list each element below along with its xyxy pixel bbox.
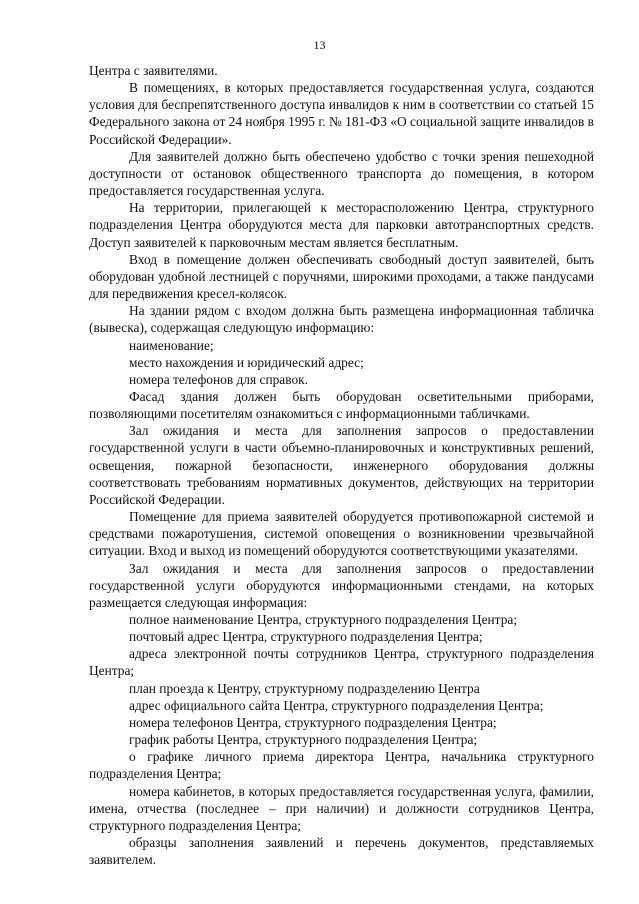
document-body: [89, 62, 594, 868]
paragraph: Зал ожидания и места для заполнения запросов о предоставлении государственной услуги оборудуются информационными стендами, на которых размещается следующая информация:: [89, 560, 594, 610]
paragraph: почтовый адрес Центра, структурного подразделения Центра;: [129, 629, 483, 645]
paragraph: Для заявителей должно быть обеспечено удобство с точки зрения пешеходной доступности от остановок общественного транспорта до помещения, в котором предоставляется государственная услуга.: [89, 148, 594, 199]
paragraph: адреса электронной почты сотрудников Центра, структурного подразделения Центра;: [89, 646, 594, 679]
paragraph: место нахождения и юридический адрес;: [129, 354, 364, 370]
paragraph: полное наименование Центра, структурного подразделения Центра;: [129, 612, 518, 627]
paragraph: адрес официального сайта Центра, структурного подразделения Центра;: [129, 697, 544, 713]
paragraph: номера телефонов для справок.: [129, 371, 309, 387]
paragraph: номера кабинетов, в которых предоставляется государственная услуга, фамилии, имена, отчества (последнее – при наличии) и должности сотрудников Центра, структурного подразделения Центра;: [89, 783, 594, 833]
paragraph: о графике личного приема директора Центра, начальника структурного подразделения Центра;: [89, 749, 594, 782]
paragraph: На территории, прилегающей к месторасположению Центра, структурного подразделения Центра оборудуются места для парковки автотранспортных средств. Доступ заявителей к парковочным местам является бесплатным.: [89, 200, 594, 250]
paragraph: план проезда к Центру, структурному подразделению Центра: [129, 680, 480, 696]
paragraph: наименование;: [129, 337, 214, 353]
paragraph: В помещениях, в которых предоставляется государственная услуга, создаются условия для беспрепятственного доступа инвалидов к ним в соответствии со статьей 15 Федерального закона от 24 ноября 1995 г. № 181-ФЗ «О социальной защите инвалидов в Российской Федерации».: [89, 80, 594, 147]
paragraph: график работы Центра, структурного подразделения Центра;: [129, 732, 478, 748]
paragraph: Фасад здания должен быть оборудован осветительными приборами, позволяющими посетителям ознакомиться с информационными табличками.: [89, 388, 594, 422]
paragraph: номера телефонов Центра, структурного подразделения Центра;: [129, 714, 497, 730]
paragraph: Центра с заявителями.: [89, 63, 218, 78]
paragraph: Вход в помещение должен обеспечивать свободный доступ заявителей, быть оборудован удобной лестницей с поручнями, широкими проходами, а также пандусами для передвижения кресел-колясок.: [89, 251, 594, 302]
paragraph: На здании рядом с входом должна быть размещена информационная табличка (вывеска), содержащая следующую информацию:: [89, 303, 594, 336]
paragraph: образцы заполнения заявлений и перечень документов, представляемых заявителем.: [89, 835, 594, 868]
paragraph: Зал ожидания и места для заполнения запросов о предоставлении государственной услуги в части объемно-планировочных и конструктивных решений, освещения, пожарной безопасности, инженерного оборудования должны соответствовать требованиям нормативных документов, действующих на территории Российской Федерации.: [89, 423, 594, 507]
paragraph: Помещение для приема заявителей оборудуется противопожарной системой и средствами пожаротушения, системой оповещения о возникновении чрезвычайной ситуации. Вход и выход из помещений оборудуются соответствующими указателями.: [89, 509, 594, 559]
page-number: 13: [313, 38, 326, 52]
